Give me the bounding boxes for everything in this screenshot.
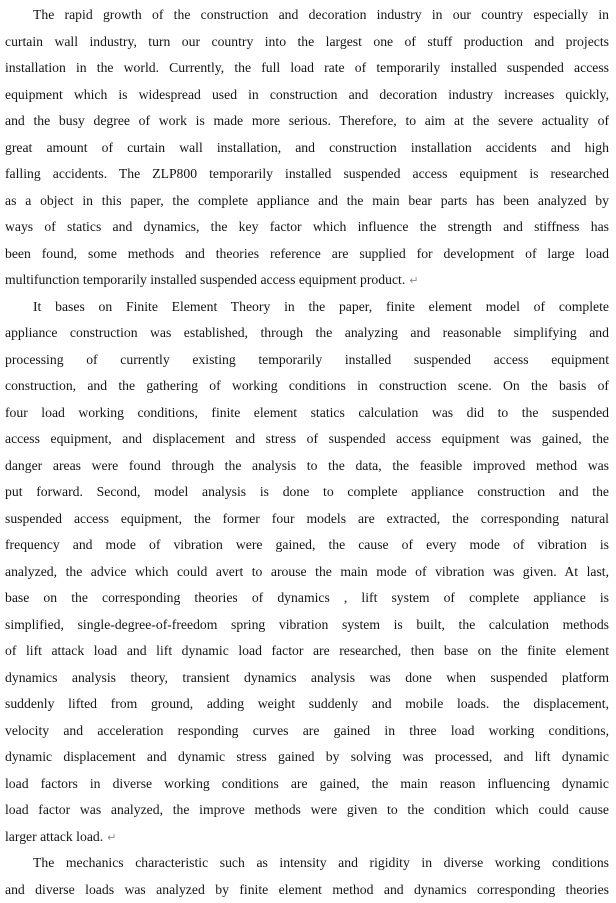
text-line: ways of statics and dynamics, the key factor which influence the strength and stiffness has — [5, 214, 609, 241]
text-line: base on the corresponding theories of dynamics , lift system of complete appliance is — [5, 585, 609, 612]
text-line: appliance construction was established, through the analyzing and reasonable simplifying and — [5, 320, 609, 347]
text-line: put forward. Second, model analysis is done to complete appliance construction and the — [5, 479, 609, 506]
text-line: suddenly lifted from ground, adding weight suddenly and mobile loads. the displacement, — [5, 691, 609, 718]
text-line-content: larger attack load. — [5, 829, 103, 844]
text-line: It bases on Finite Element Theory in the paper, finite element model of complete — [5, 294, 609, 321]
text-line: of lift attack load and lift dynamic load factor are researched, then base on the finite element — [5, 638, 609, 665]
text-line: The mechanics characteristic such as intensity and rigidity in diverse working conditions — [5, 850, 609, 877]
text-line: great amount of curtain wall installation, and construction installation accidents and high — [5, 135, 609, 162]
text-line: falling accidents. The ZLP800 temporarily installed suspended access equipment is researched — [5, 161, 609, 188]
document-page — [5, 2, 609, 903]
text-line: access equipment, and displacement and stress of suspended access equipment was gained, the — [5, 426, 609, 453]
text-line: The rapid growth of the construction and decoration industry in our country especially in — [5, 2, 609, 29]
text-line: load factor was analyzed, the improve methods were given to the condition which could cause — [5, 797, 609, 824]
paragraph-mark-icon: ↵ — [107, 831, 116, 844]
text-line: analyzed, the advice which could avert to arouse the main mode of vibration was given. At last, — [5, 559, 609, 586]
text-line: dynamics analysis theory, transient dynamics analysis was done when suspended platform — [5, 665, 609, 692]
text-line: been found, some methods and theories reference are supplied for development of large load — [5, 241, 609, 268]
text-line-content: multifunction temporarily installed suspended access equipment product. — [5, 272, 405, 287]
text-line: load factors in diverse working conditions are gained, the main reason influencing dynamic — [5, 771, 609, 798]
text-line: as a object in this paper, the complete appliance and the main bear parts has been analyzed by — [5, 188, 609, 215]
text-line: danger areas were found through the analysis to the data, the feasible improved method was — [5, 453, 609, 480]
text-line: and the busy degree of work is made more serious. Therefore, to aim at the severe actuality of — [5, 108, 609, 135]
text-line: dynamic displacement and dynamic stress gained by solving was processed, and lift dynamic — [5, 744, 609, 771]
text-line: frequency and mode of vibration were gained, the cause of every mode of vibration is — [5, 532, 609, 559]
paragraph-3 — [5, 850, 609, 903]
paragraph-2 — [5, 294, 609, 851]
text-line: simplified, single-degree-of-freedom spring vibration system is built, the calculation methods — [5, 612, 609, 639]
text-line: velocity and acceleration responding curves are gained in three load working conditions, — [5, 718, 609, 745]
text-line: processing of currently existing temporarily installed suspended access equipment — [5, 347, 609, 374]
text-line: construction, and the gathering of working conditions in construction scene. On the basis of — [5, 373, 609, 400]
text-line: four load working conditions, finite element statics calculation was did to the suspended — [5, 400, 609, 427]
text-line — [5, 267, 609, 294]
paragraph-mark-icon: ↵ — [409, 274, 418, 287]
text-line: and diverse loads was analyzed by finite element method and dynamics corresponding theories — [5, 877, 609, 903]
paragraph-1 — [5, 2, 609, 294]
text-line: equipment which is widespread used in construction and decoration industry increases quickly, — [5, 82, 609, 109]
text-line: suspended access equipment, the former four models are extracted, the corresponding natural — [5, 506, 609, 533]
text-line: curtain wall industry, turn our country into the largest one of stuff production and projects — [5, 29, 609, 56]
text-line: installation in the world. Currently, the full load rate of temporarily installed suspended access — [5, 55, 609, 82]
text-line — [5, 824, 609, 851]
